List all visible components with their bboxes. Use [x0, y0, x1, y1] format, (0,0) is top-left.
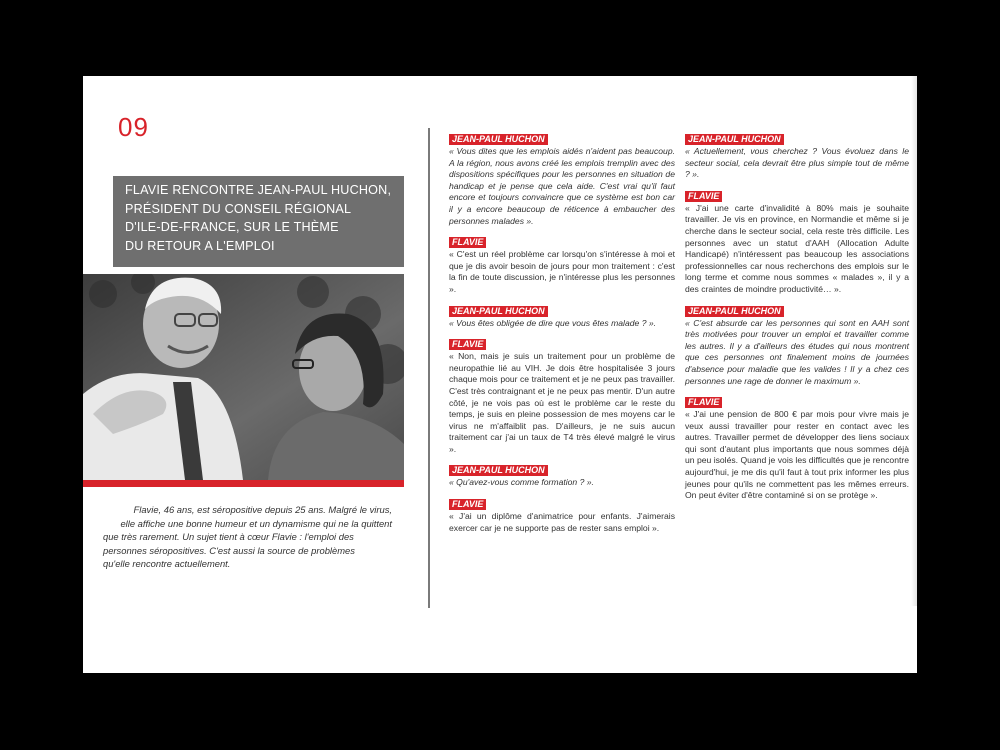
chapter-number: 09 [118, 112, 149, 142]
caption-line: qu'elle rencontre actuellement. [103, 558, 231, 570]
dialogue-text: « Qu'avez-vous comme formation ? ». [449, 477, 594, 488]
speaker-label: FLAVIE [685, 191, 722, 202]
speaker-label: FLAVIE [449, 237, 486, 248]
column-divider [428, 128, 430, 608]
dialogue-block [685, 134, 909, 181]
speaker-label: FLAVIE [449, 339, 486, 350]
dialogue-block [685, 306, 909, 388]
dialogue-text: « C'est absurde car les personnes qui sont en AAH sont très motivées pour trouver un emploi et travailler comme les autres. Il y a d'ailleurs des études qui nous montrent que ces personnes ont finalement moins de journées d'absence pour maladie que les valides ! Il y a chez ces personnes une rage de donner le maximum ». [685, 317, 909, 386]
dialogue-text: « Vous dites que les emplois aidés n'aident pas beaucoup. A la région, nous avons créé les emplois tremplin avec des dispositions spécifiques pour les personnes en situation de handicap et je pense que cela aide. C'est vrai qu'il faut encore et toujours convaincre que ce système est bon car il y a encore beaucoup de réticence à embaucher des personnes malades ». [449, 146, 675, 226]
dialogue-block [449, 499, 675, 534]
brochure-page [83, 76, 917, 673]
caption-line: que très rarement. Un sujet tient à cœur Flavie : l'emploi des [103, 531, 354, 543]
dialogue-block [449, 134, 675, 227]
dialogue-block [449, 237, 675, 295]
speaker-label: JEAN-PAUL HUCHON [685, 134, 784, 145]
speaker-label: JEAN-PAUL HUCHON [685, 306, 784, 317]
page-edge-shadow [911, 76, 917, 606]
caption-line: elle affiche une bonne humeur et un dynamisme qui ne la quittent [120, 517, 392, 529]
photo-caption [83, 503, 404, 571]
photo-red-bar [83, 480, 404, 487]
interview-column-1 [449, 134, 675, 544]
dialogue-block [449, 339, 675, 455]
dialogue-text: « Actuellement, vous cherchez ? Vous évoluez dans le secteur social, cela devrait être plus simple tout de même ? ». [685, 146, 909, 180]
speaker-label: JEAN-PAUL HUCHON [449, 306, 548, 317]
title-line: FLAVIE RENCONTRE JEAN-PAUL HUCHON, [125, 183, 392, 197]
dialogue-block [685, 397, 909, 502]
dialogue-text: « Vous êtes obligée de dire que vous êtes malade ? ». [449, 317, 657, 328]
title-line: PRÉSIDENT DU CONSEIL RÉGIONAL [125, 201, 352, 216]
dialogue-block [449, 465, 675, 489]
dialogue-text: « J'ai une carte d'invalidité à 80% mais je souhaite travailler. Je vis en province, en Normandie et même si je cherche dans le secteur social, cela reste très difficile. Les personnes avec un statut d'AAH (Allocation Adulte Handicapé) n'intéressent pas beaucoup les associations professionnelles car nous recherchons des emplois sur le long terme et comme nous sommes « malades », il y a des craintes de moindre productivité… ». [685, 202, 909, 294]
speaker-label: JEAN-PAUL HUCHON [449, 134, 548, 145]
speaker-label: FLAVIE [685, 397, 722, 408]
speaker-label: JEAN-PAUL HUCHON [449, 465, 548, 476]
dialogue-text: « J'ai une pension de 800 € par mois pour vivre mais je veux aussi travailler pour rester en contact avec les autres. Travailler permet de développer des liens sociaux qui sont d'autant plus importants que nous sommes déjà un peu isolés. Quand je vois les difficultés que je rencontre aujourd'hui, je me dis qu'il faut à tout prix informer les plus jeunes pour qu'ils ne commettent pas les mêmes erreurs. On peut éviter d'être contaminé si on se protège ». [685, 409, 909, 501]
speaker-label: FLAVIE [449, 499, 486, 510]
photo-illustration [83, 274, 404, 480]
caption-line: personnes séropositives. C'est aussi la source de problèmes [103, 544, 355, 556]
dialogue-block [685, 191, 909, 296]
dialogue-text: « C'est un réel problème car lorsqu'on s'intéresse à moi et que je dis avoir besoin de jours pour mon traitement : c'est la fin de toute discussion, je n'intéresse plus les personnes ». [449, 249, 675, 294]
interview-column-2 [685, 134, 909, 512]
dialogue-block [449, 306, 675, 330]
title-line: DU RETOUR A L'EMPLOI [125, 238, 275, 253]
title-line: D'ILE-DE-FRANCE, SUR LE THÈME [125, 220, 339, 234]
interview-photo [83, 274, 404, 480]
title-box [113, 176, 404, 267]
caption-line: Flavie, 46 ans, est séropositive depuis 25 ans. Malgré le virus, [133, 504, 392, 515]
dialogue-text: « Non, mais je suis un traitement pour un problème de neuropathie lié au VIH. Je dois être hospitalisée 3 jours chaque mois pour ce traitement et je ne peux pas travailler. C'est très contraignant et je ne peux pas mentir. D'un autre côté, je ne vois pas où est le problème car le reste du temps, je suis en pleine possession de mes moyens car le virus ne m'affaiblit pas. D'ailleurs, je ne suis aucun traitement car j'ai un taux de T4 très élevé malgré le virus ». [449, 351, 675, 454]
dialogue-text: « J'ai un diplôme d'animatrice pour enfants. J'aimerais exercer car je ne supporte pas de rester sans emploi ». [449, 511, 675, 533]
